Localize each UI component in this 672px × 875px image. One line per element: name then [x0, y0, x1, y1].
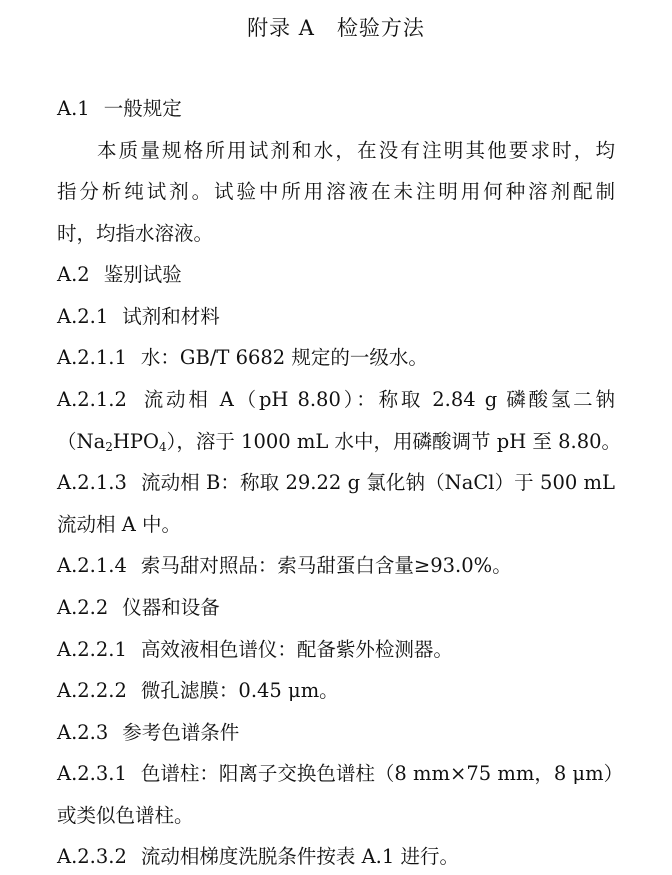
clause-number: A.2.1.2: [57, 388, 127, 411]
appendix-label: 附录 A: [247, 16, 315, 40]
formula-part: HPO: [112, 430, 159, 453]
clause-number: A.2.2.1: [57, 638, 127, 661]
section-heading: 鉴别试验: [103, 263, 182, 286]
appendix-heading: 检验方法: [336, 16, 425, 40]
section-number: A.1: [57, 97, 90, 120]
clause-text: 水：GB/T 6682 规定的一级水。: [140, 346, 428, 369]
clause-text: 微孔滤膜：0.45 μm。: [140, 679, 339, 702]
clause-a231: [57, 760, 624, 788]
paragraph-line: 本质量规格所用试剂和水，在没有注明其他要求时，均: [97, 139, 615, 162]
clause-continuation: 或类似色谱柱。: [57, 804, 194, 827]
clause-a213: [57, 469, 615, 497]
clause-number: A.2.1.3: [57, 471, 127, 494]
clause-text: 流动相 A（pH 8.80）：称取 2.84 g 磷酸氢二钠: [140, 388, 615, 411]
section-number: A.2: [57, 263, 90, 286]
paragraph-line: 指分析纯试剂。试验中所用溶液在未注明用何种溶剂配制: [57, 180, 615, 203]
clause-a212: [57, 386, 615, 414]
appendix-title: [0, 12, 672, 42]
clause-text: 高效液相色谱仪：配备紫外检测器。: [140, 638, 453, 661]
section-heading: 一般规定: [103, 97, 182, 120]
section-heading: 参考色谱条件: [122, 721, 240, 744]
clause-a211: [57, 344, 615, 372]
clause-a214: [57, 552, 615, 580]
section-a23-heading: [57, 719, 615, 747]
paragraph-line: 时，均指水溶液。: [57, 222, 214, 245]
section-number: A.2.1: [57, 305, 109, 328]
section-number: A.2.3: [57, 721, 109, 744]
section-a22-heading: [57, 594, 615, 622]
section-a21-heading: [57, 303, 615, 331]
formula-subscript: 2: [105, 440, 113, 454]
clause-text: 流动相梯度洗脱条件按表 A.1 进行。: [140, 845, 459, 868]
clause-number: A.2.2.2: [57, 679, 127, 702]
section-number: A.2.2: [57, 596, 109, 619]
clause-text: 色谱柱：阳离子交换色谱柱（8 mm×75 mm，8 μm）: [140, 762, 624, 785]
clause-text: 流动相 B：称取 29.22 g 氯化钠（NaCl）于 500 mL: [140, 471, 615, 494]
clause-a221: [57, 636, 615, 664]
clause-a212-line2: [57, 428, 622, 456]
clause-a232: [57, 843, 615, 871]
section-heading: 试剂和材料: [122, 305, 220, 328]
clause-number: A.2.3.2: [57, 845, 127, 868]
clause-a222: [57, 677, 615, 705]
formula-part: （Na: [57, 430, 106, 453]
section-heading: 仪器和设备: [122, 596, 220, 619]
formula-subscript: 4: [158, 440, 167, 454]
clause-text: ），溶于 1000 mL 水中，用磷酸调节 pH 至 8.80。: [166, 430, 622, 453]
clause-continuation: 流动相 A 中。: [57, 513, 181, 536]
clause-number: A.2.1.4: [57, 554, 127, 577]
clause-number: A.2.3.1: [57, 762, 127, 785]
clause-text: 索马甜对照品：索马甜蛋白含量≥93.0%。: [140, 554, 512, 577]
clause-number: A.2.1.1: [57, 346, 127, 369]
section-a2-heading: [57, 261, 615, 289]
section-a1-heading: [57, 95, 615, 123]
